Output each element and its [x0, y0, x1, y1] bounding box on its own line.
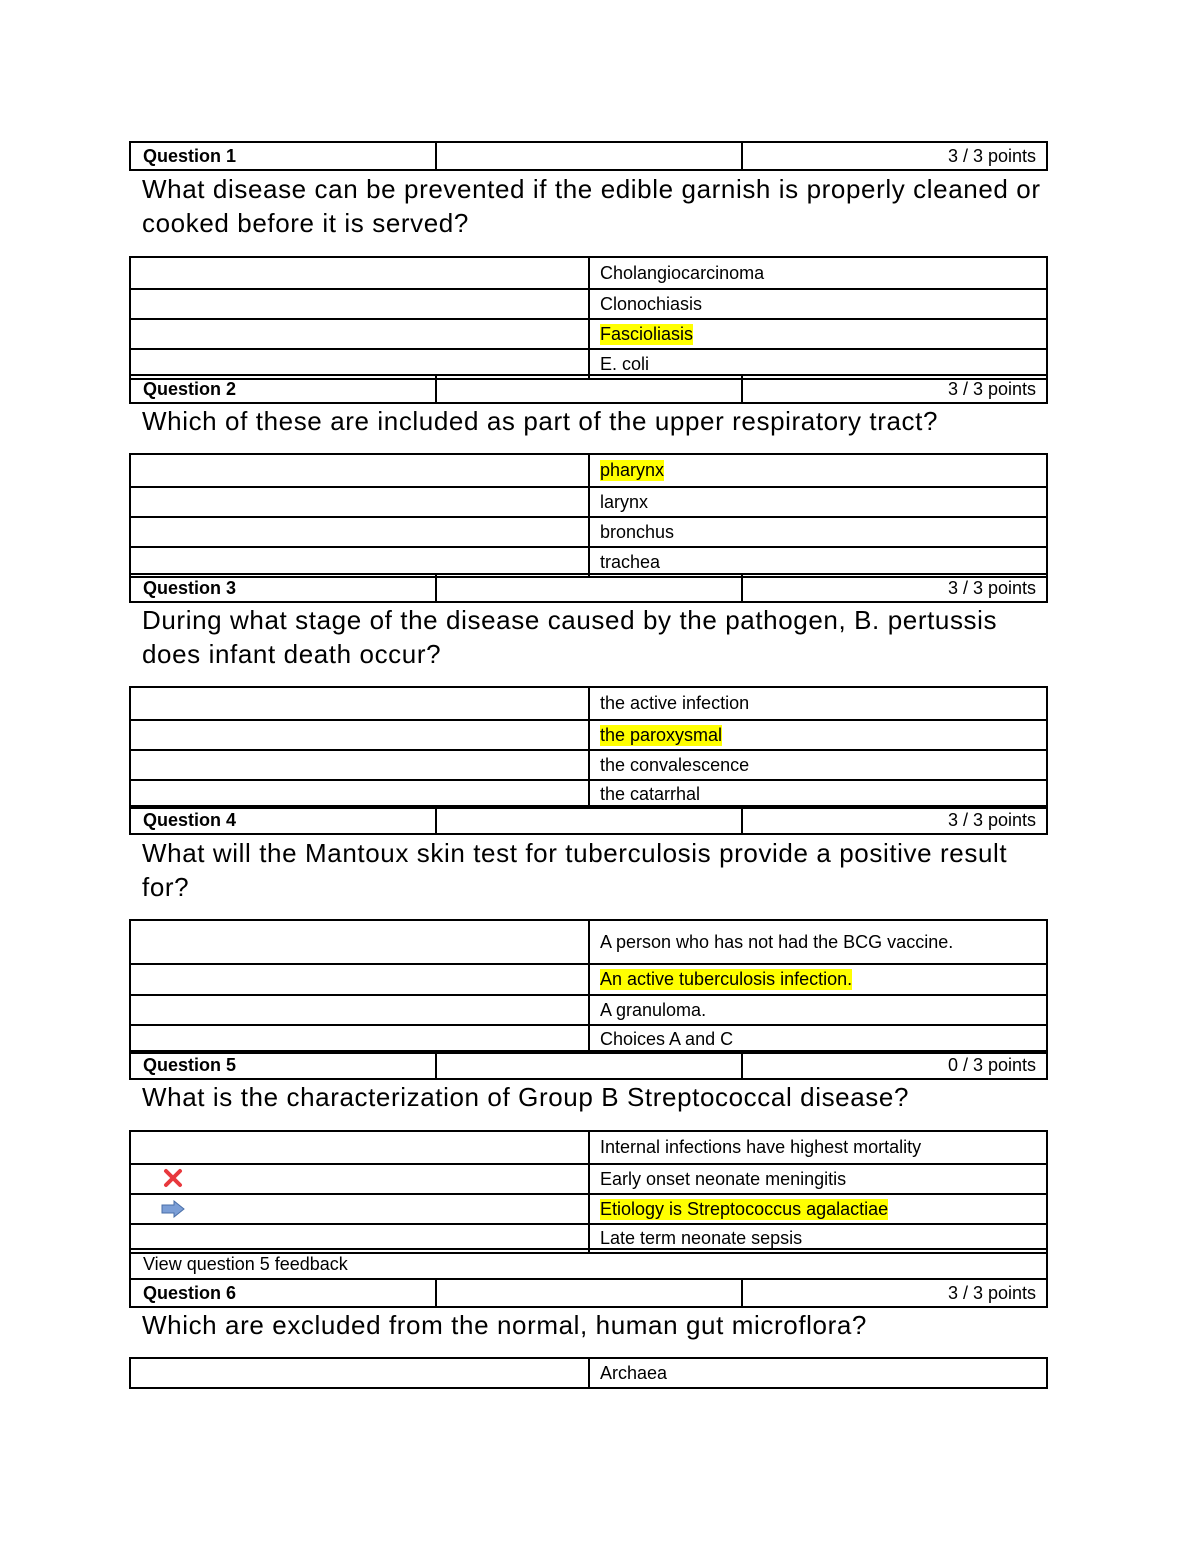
answer-option[interactable]: bronchus — [600, 521, 675, 542]
answer-option-selected-incorrect[interactable]: Early onset neonate meningitis — [600, 1168, 847, 1189]
question-1-answers — [129, 256, 1048, 380]
question-5-answers — [129, 1130, 1048, 1254]
answer-option[interactable]: Internal infections have highest mortality — [600, 1137, 922, 1157]
question-4-answers — [129, 919, 1048, 1054]
answer-option[interactable]: trachea — [600, 551, 661, 572]
question-2-text: Which of these are included as part of the upper respiratory tract? — [142, 406, 939, 436]
answer-option[interactable]: Archaea — [600, 1362, 668, 1383]
question-label: Question 1 — [131, 143, 437, 169]
answer-option[interactable]: Cholangiocarcinoma — [600, 262, 765, 283]
question-label: Question 4 — [131, 807, 437, 833]
question-label: Question 5 — [131, 1052, 437, 1078]
question-3-header — [129, 573, 1048, 603]
answer-option-correct[interactable]: the paroxysmal — [600, 724, 723, 745]
question-6-header — [129, 1278, 1048, 1308]
question-5-text: What is the characterization of Group B Streptococcal disease? — [142, 1082, 910, 1112]
answer-option[interactable]: E. coli — [600, 353, 650, 374]
question-6-text: Which are excluded from the normal, human gut microflora? — [142, 1310, 867, 1340]
question-2-answers — [129, 453, 1048, 578]
question-4-header — [129, 805, 1048, 835]
question-score: 3 / 3 points — [947, 578, 1036, 598]
question-score: 3 / 3 points — [947, 810, 1036, 830]
answer-option[interactable]: the catarrhal — [600, 783, 701, 804]
question-score: 3 / 3 points — [947, 146, 1036, 166]
question-5-header — [129, 1050, 1048, 1080]
answer-option[interactable]: A granuloma. — [600, 999, 707, 1020]
answer-option[interactable]: Late term neonate sepsis — [600, 1228, 803, 1248]
answer-option-correct[interactable]: pharynx — [600, 460, 665, 480]
question-label: Question 2 — [131, 376, 437, 402]
question-6-answers — [129, 1357, 1048, 1389]
right-arrow-icon — [161, 1200, 185, 1218]
question-3-text: During what stage of the disease caused by the pathogen, B. pertussis does infant death occur? — [142, 605, 998, 669]
question-score: 3 / 3 points — [947, 379, 1036, 399]
answer-option[interactable]: the active infection — [600, 693, 750, 713]
question-4-text: What will the Mantoux skin test for tuberculosis provide a positive result for? — [142, 838, 1008, 902]
question-1-header — [129, 141, 1048, 171]
answer-option[interactable]: Choices A and C — [600, 1028, 734, 1049]
question-2-header — [129, 374, 1048, 404]
answer-option-correct[interactable]: Etiology is Streptococcus agalactiae — [600, 1198, 889, 1219]
question-3-answers — [129, 686, 1048, 809]
answer-option[interactable]: the convalescence — [600, 754, 750, 775]
question-score: 0 / 3 points — [947, 1055, 1036, 1075]
question-score: 3 / 3 points — [947, 1283, 1036, 1303]
red-x-icon — [163, 1168, 183, 1188]
answer-option-correct[interactable]: Fascioliasis — [600, 323, 694, 344]
answer-option[interactable]: A person who has not had the BCG vaccine. — [600, 931, 954, 952]
question-label: Question 6 — [131, 1280, 437, 1306]
answer-option[interactable]: larynx — [600, 491, 649, 512]
answer-option[interactable]: Clonochiasis — [600, 293, 703, 314]
question-1-text: What disease can be prevented if the edible garnish is properly cleaned or cooked before it is served? — [142, 174, 1041, 238]
view-feedback-link[interactable]: View question 5 feedback — [129, 1248, 1048, 1278]
question-label: Question 3 — [131, 575, 437, 601]
answer-option-correct[interactable]: An active tuberculosis infection. — [600, 969, 853, 989]
